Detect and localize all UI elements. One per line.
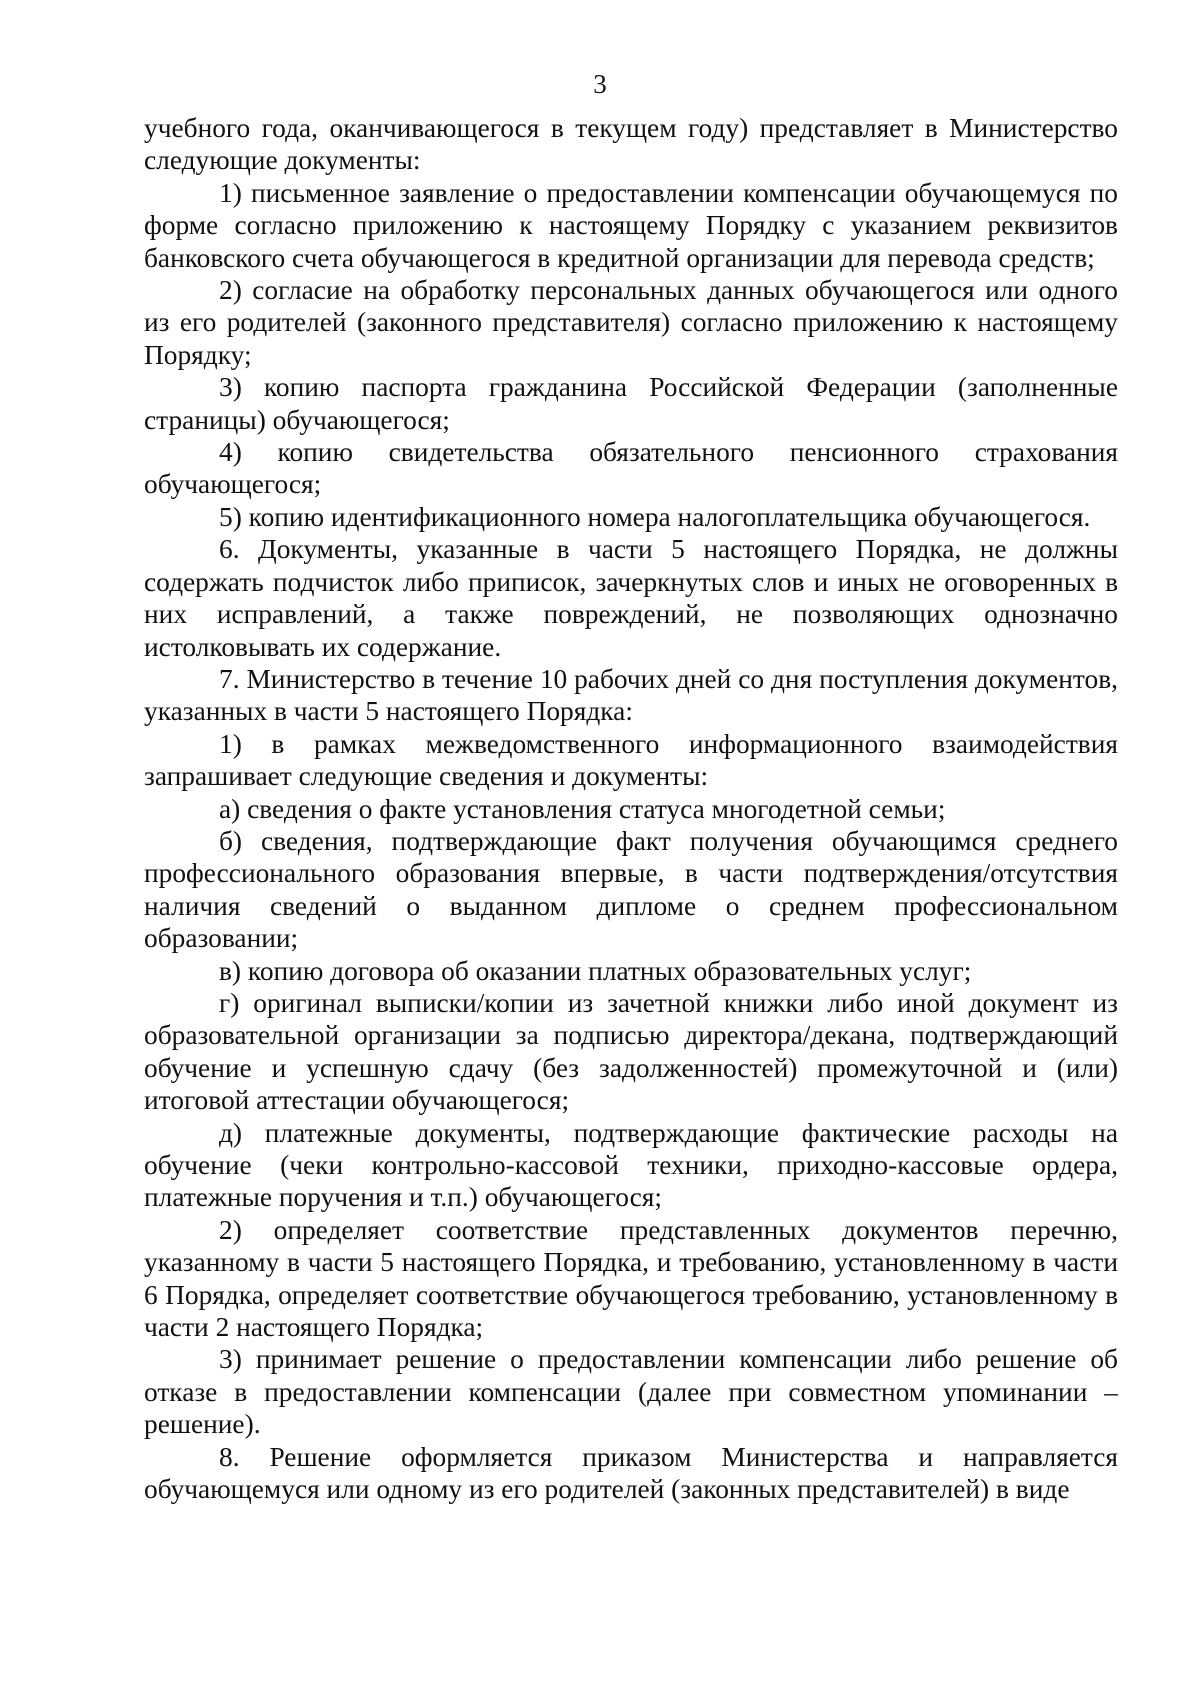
clause-7-item-d: д) платежные документы, подтверждающие фактические расходы на обучение (чеки контрольно-кассовой техники, приходно-кассовые ордера, платежные поручения и т.п.) обучающегося; [144, 1117, 1118, 1213]
clause-7-item-3: 3) принимает решение о предоставлении компенсации либо решение об отказе в предоставлении компенсации (далее при совместном упоминании – решение). [144, 1344, 1118, 1440]
clause-7-item-b: б) сведения, подтверждающие факт получения обучающимся среднего профессионального образования впервые, в части подтверждения/отсутствия наличия сведений о выданном дипломе о среднем профессиональном образовании; [144, 825, 1118, 954]
list-item-application: 1) письменное заявление о предоставлении компенсации обучающемуся по форме согласно приложению к настоящему Порядку с указанием реквизитов банковского счета обучающегося в кредитной организации для перевода средств; [144, 177, 1118, 273]
clause-6: 6. Документы, указанные в части 5 настоящего Порядка, не должны содержать подчисток либо приписок, зачеркнутых слов и иных не оговоренных в них исправлений, а также повреждений, не позволяющих однозначно истолковывать их содержание. [144, 534, 1118, 662]
clause-7-item-g: г) оригинал выписки/копии из зачетной книжки либо иной документ из образовательной организации за подписью директора/декана, подтверждающий обучение и успешную сдачу (без задолженностей) промежуточной и (или) итоговой аттестации обучающегося; [144, 987, 1118, 1116]
clause-8: 8. Решение оформляется приказом Министерства и направляется обучающемуся или одному из его родителей (законных представителей) в виде [144, 1441, 1118, 1505]
list-item-pension-certificate: 4) копию свидетельства обязательного пенсионного страхования обучающегося; [144, 437, 1118, 500]
page-number: 3 [593, 69, 607, 99]
clause-7-item-v: в) копию договора об оказании платных образовательных услуг; [219, 955, 972, 986]
document-body [144, 112, 1118, 1505]
list-item-taxpayer-number: 5) копию идентификационного номера налогоплательщика обучающегося. [219, 501, 1091, 532]
paragraph-continuation: учебного года, оканчивающегося в текущем году) представляет в Министерство следующие документы: [144, 113, 1118, 176]
clause-7-item-a: а) сведения о факте установления статуса многодетной семьи; [219, 793, 946, 824]
list-item-passport-copy: 3) копию паспорта гражданина Российской Федерации (заполненные страницы) обучающегося; [144, 372, 1118, 435]
clause-7-item-1: 1) в рамках межведомственного информационного взаимодействия запрашивает следующие сведения и документы: [144, 728, 1118, 792]
clause-7: 7. Министерство в течение 10 рабочих дней со дня поступления документов, указанных в части 5 настоящего Порядка: [144, 663, 1118, 727]
clause-7-item-2: 2) определяет соответствие представленных документов перечню, указанному в части 5 настоящего Порядка, и требованию, установленному в части 6 Порядка, определяет соответствие обучающегося требованию, установленному в части 2 настоящего Порядка; [144, 1214, 1118, 1343]
list-item-consent: 2) согласие на обработку персональных данных обучающегося или одного из его родителей (законного представителя) согласно приложению к настоящему Порядку; [144, 275, 1118, 370]
